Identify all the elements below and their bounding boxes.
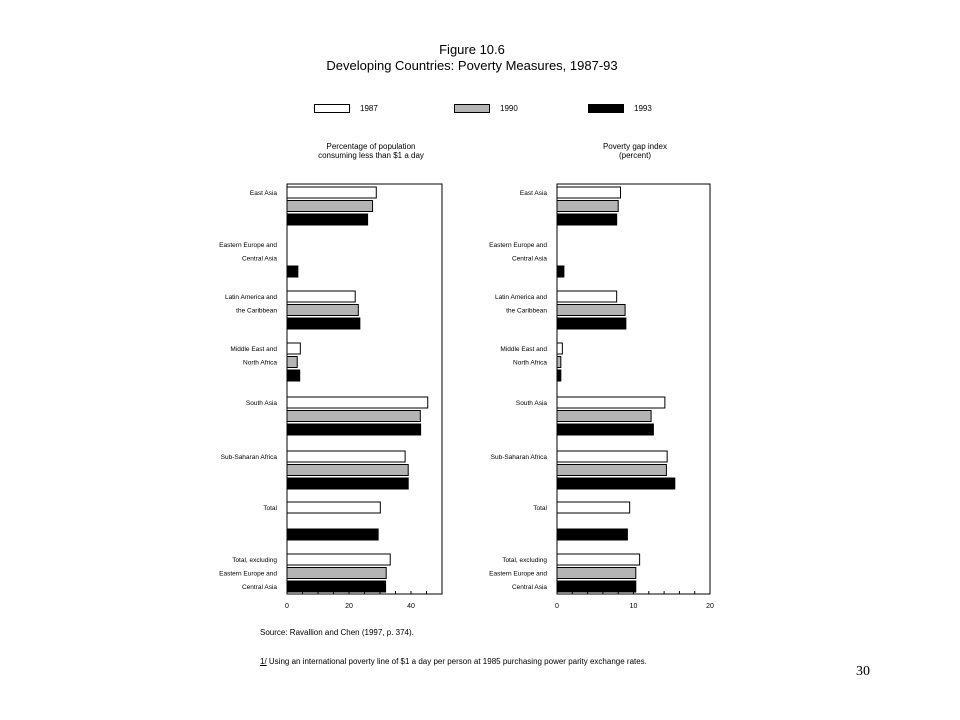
footnote-marker: 1/	[260, 657, 267, 666]
left-category-label: South Asia	[245, 400, 277, 407]
right-bar-1993	[557, 266, 564, 277]
right-bar-1990	[557, 201, 618, 212]
source-note: Source: Ravallion and Chen (1997, p. 374).	[260, 628, 414, 637]
footnote-text: Using an international poverty line of $1 a day per person at 1985 purchasing power parity exchange rates.	[266, 657, 647, 666]
left-tick-label: 20	[345, 603, 353, 610]
left-bar-1990	[287, 465, 408, 476]
right-bar-1987	[557, 187, 620, 198]
left-bar-1990	[287, 357, 297, 368]
right-bar-1987	[557, 451, 667, 462]
right-bar-1990	[557, 357, 561, 368]
left-bar-1993	[287, 214, 368, 225]
left-bar-1987	[287, 502, 380, 513]
left-category-label: Middle East and	[230, 346, 277, 353]
left-bar-1990	[287, 411, 420, 422]
figure-subtitle: Developing Countries: Poverty Measures, 1987-93	[326, 58, 618, 73]
left-category-label: Central Asia	[241, 584, 277, 591]
right-bar-1987	[557, 291, 617, 302]
right-bar-1987	[557, 554, 640, 565]
right-tick-label: 0	[555, 603, 559, 610]
left-tick-label: 40	[407, 603, 415, 610]
right-bar-1990	[557, 411, 651, 422]
left-category-label: Sub-Saharan Africa	[220, 454, 277, 461]
left-bar-1987	[287, 451, 405, 462]
left-category-label: North Africa	[243, 359, 277, 367]
right-bar-1993	[557, 478, 675, 489]
right-bar-1990	[557, 305, 625, 316]
left-bar-1993	[287, 529, 378, 540]
left-bar-1990	[287, 305, 358, 316]
right-bar-1987	[557, 502, 630, 513]
left-category-label: Eastern Europe and	[219, 570, 277, 578]
right-bar-1987	[557, 397, 665, 408]
right-bar-1993	[557, 214, 617, 225]
left-bar-1993	[287, 424, 421, 435]
left-tick-label: 0	[285, 603, 289, 610]
right-category-label: South Asia	[515, 400, 547, 407]
left-bar-1987	[287, 343, 300, 354]
left-category-label: East Asia	[249, 190, 277, 197]
left-bar-1990	[287, 568, 386, 579]
right-tick-label: 10	[629, 603, 638, 610]
right-category-label: Central Asia	[511, 584, 547, 591]
right-category-label: Middle East and	[500, 346, 547, 353]
left-category-label: the Caribbean	[236, 307, 277, 315]
page-number: 30	[856, 664, 870, 679]
left-bar-1993	[287, 478, 408, 489]
left-panel-title: Percentage of population consuming less than $1 a day	[318, 142, 424, 160]
left-category-label: Central Asia	[241, 255, 277, 263]
right-category-label: North Africa	[513, 359, 547, 367]
right-tick-label: 20	[706, 603, 714, 610]
legend-label-1993: 1993	[634, 104, 652, 113]
right-category-label: Latin America and	[494, 294, 547, 301]
right-bar-1993	[557, 581, 636, 592]
legend-label-1990: 1990	[500, 104, 518, 113]
right-bar-1993	[557, 529, 627, 540]
left-category-label: Total	[263, 505, 277, 512]
right-bar-1993	[557, 370, 561, 381]
right-bar-1993	[557, 318, 626, 329]
left-category-label: Total, excluding	[232, 557, 277, 564]
left-bar-1987	[287, 554, 390, 565]
figure-title: Figure 10.6	[439, 42, 505, 57]
left-bar-1987	[287, 291, 355, 302]
right-category-label: Central Asia	[511, 255, 547, 263]
right-category-label: Sub-Saharan Africa	[490, 454, 547, 461]
left-category-label: Latin America and	[224, 294, 277, 301]
right-bar-1987	[557, 343, 562, 354]
right-category-label: East Asia	[519, 190, 547, 197]
left-bar-1987	[287, 397, 428, 408]
legend-label-1987: 1987	[360, 104, 378, 113]
right-category-label: Total	[533, 505, 547, 512]
right-panel-title: Poverty gap index (percent)	[602, 142, 668, 160]
right-category-label: Eastern Europe and	[489, 242, 547, 249]
left-bar-1993	[287, 581, 386, 592]
right-bar-1993	[557, 424, 653, 435]
left-bar-1993	[287, 370, 300, 381]
right-category-label: Eastern Europe and	[489, 570, 547, 578]
left-bar-1993	[287, 266, 298, 277]
left-category-label: Eastern Europe and	[219, 242, 277, 249]
right-category-label: the Caribbean	[506, 307, 547, 315]
left-bar-1993	[287, 318, 360, 329]
left-bar-1990	[287, 201, 373, 212]
footnote	[260, 657, 647, 667]
left-bar-1987	[287, 187, 376, 198]
right-bar-1990	[557, 465, 666, 476]
right-bar-1990	[557, 568, 636, 579]
right-category-label: Total, excluding	[502, 557, 547, 564]
